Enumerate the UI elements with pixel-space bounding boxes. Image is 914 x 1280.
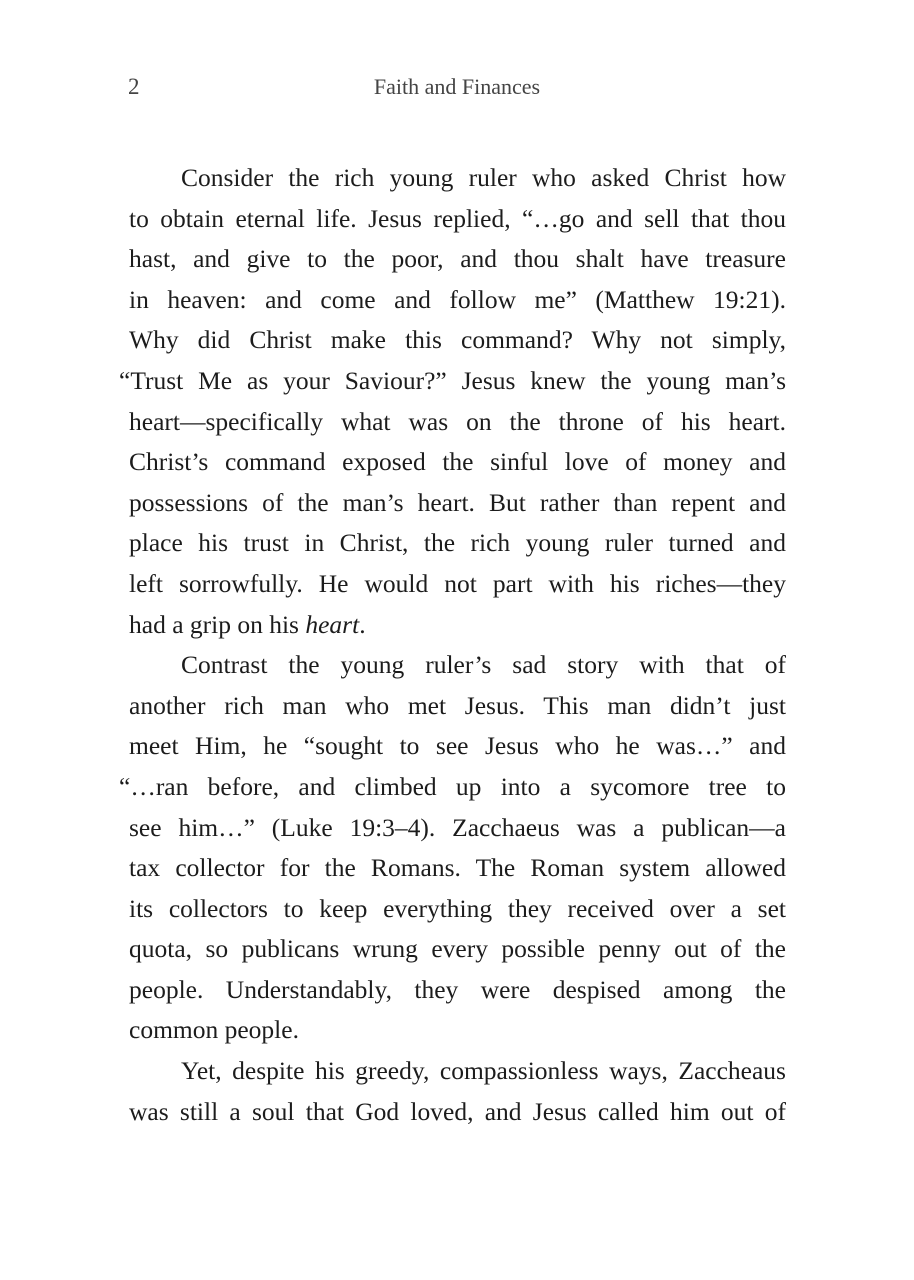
text-line: Consider the rich young ruler who asked Christ how [181,163,786,192]
body-text [119,158,786,1132]
paragraph-3 [129,1051,786,1132]
text-line: “…ran before, and climbed up into a sycomore tree to [119,771,786,801]
paragraph-1 [119,158,786,645]
text-line [129,605,786,646]
text-line: “Trust Me as your Saviour?” Jesus knew the young man’s [119,365,786,395]
text-line: another rich man who met Jesus. This man didn’t just [129,690,786,720]
text-line: Contrast the young ruler’s sad story with that of [181,650,786,680]
text-line: left sorrowfully. He would not part with his riches—they [129,568,786,598]
text-line: possessions of the man’s heart. But rather than repent and [129,487,786,517]
text-line: Christ’s command exposed the sinful love of money and [129,447,786,477]
paragraph-2 [119,645,786,1051]
text-span: . [359,609,366,639]
text-line: in heaven: and come and follow me” (Matthew 19:21). [129,284,786,314]
running-header-title: Faith and Finances [373,74,541,99]
text-line: quota, so publicans wrung every possible penny out of the [129,934,786,964]
text-line: was still a soul that God loved, and Jesus called him out of [129,1096,786,1126]
text-line: Why did Christ make this command? Why not simply, [129,325,786,355]
text-line: see him…” (Luke 19:3–4). Zacchaeus was a publican—a [129,812,786,842]
emphasized-word: heart [305,609,360,639]
text-line: Yet, despite his greedy, compassionless ways, Zaccheaus [181,1056,786,1086]
text-line: its collectors to keep everything they received over a set [129,893,786,923]
page-number: 2 [128,74,140,99]
text-line: meet Him, he “sought to see Jesus who he was…” and [129,731,786,761]
text-line: common people. [129,1015,299,1045]
text-line: people. Understandably, they were despised among the [129,974,786,1004]
text-span: had a grip on his [129,609,306,639]
text-line: place his trust in Christ, the rich young ruler turned and [129,528,786,558]
text-line: hast, and give to the poor, and thou shalt have treasure [129,244,786,274]
text-line: tax collector for the Romans. The Roman system allowed [129,853,786,883]
text-line: heart—specifically what was on the throne of his heart. [129,406,786,436]
text-line: to obtain eternal life. Jesus replied, “…go and sell that thou [129,203,786,233]
